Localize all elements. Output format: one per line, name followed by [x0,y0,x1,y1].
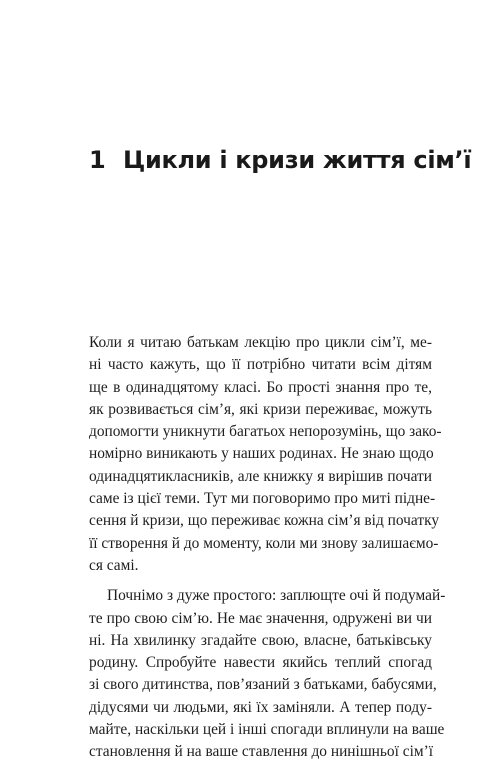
paragraph-2 [89,585,446,763]
text-line: ще в одинадцятому класі. Бо прості знання про те, [89,378,432,396]
chapter-heading [89,142,472,178]
text-line: ся самі. [89,556,139,574]
text-line: ні часто кажуть, що її потрібно читати всім дітям [89,356,432,374]
text-line: родину. Спробуйте навести якийсь теплий спогад [89,654,432,672]
text-line: саме із цієї теми. Тут ми поговоримо про миті підне- [89,490,436,508]
text-line: допомогти уникнути багатьох непорозумінь, що зако- [89,423,442,441]
text-line: майте, наскільки цей і інші спогади вплинули на ваше [89,721,445,739]
text-line: становлення й на ваше ставлення до нинішньої сім’ї [89,743,433,761]
body-text [89,332,446,764]
chapter-number: 1 [89,146,106,174]
text-line: Коли я читаю батькам лекцію про цикли сім’ї, ме- [89,334,432,351]
text-line: Почнімо з дуже простого: заплющте очі й подумай- [107,587,446,605]
text-line: номірно виникають у наших родинах. Не знаю щодо [89,445,434,463]
paragraph-1 [89,332,442,577]
text-line: дідусями чи людьми, які їх заміняли. А тепер поду- [89,698,432,716]
paragraph-gap [89,577,432,585]
text-line: як розвивається сім’я, які кризи переживає, можуть [89,400,432,418]
text-line: її створення й до моменту, коли ми знову залишаємо- [89,534,439,552]
text-line: одинадцятикласників, але книжку я вирішив почати [89,467,432,485]
chapter-title: Цикли і кризи життя сім’ї [123,146,472,174]
text-line: сення й кризи, що переживає кожна сім’я від початку [89,512,440,530]
text-line: ні. На хвилинку згадайте свою, власне, батьківську [89,631,432,649]
text-line: те про свою сім’ю. Не має значення, одружені ви чи [89,609,432,627]
text-line: зі свого дитинства, пов’язаний з батьками, бабусями, [89,676,437,694]
